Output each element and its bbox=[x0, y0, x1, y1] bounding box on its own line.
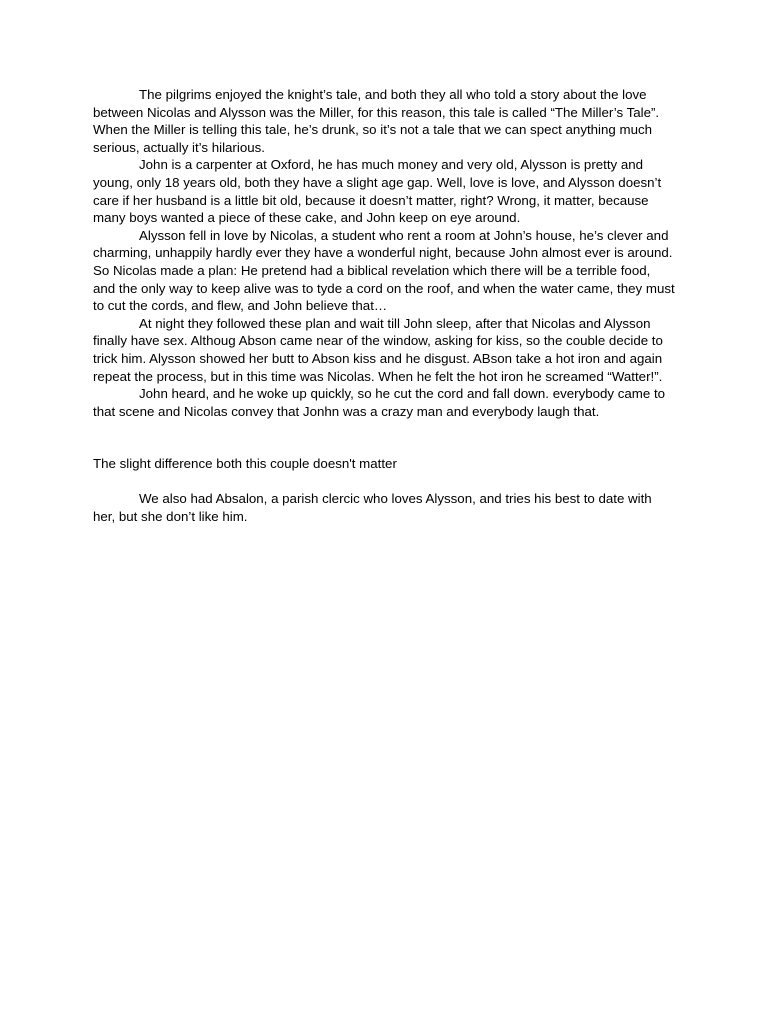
spacer bbox=[93, 420, 675, 455]
paragraph-5: John heard, and he woke up quickly, so he cut the cord and fall down. everybody came to that scene and Nicolas convey that Jonhn was a crazy man and everybody laugh that. bbox=[93, 386, 666, 419]
paragraph-6: We also had Absalon, a parish clercic who loves Alysson, and tries his best to date with her, but she don’t like him. bbox=[93, 491, 652, 525]
document-page bbox=[93, 86, 675, 526]
paragraph-1: The pilgrims enjoyed the knight’s tale, and both they all who told a story about the love between Nicolas and Alysson was the Miller, for this reason, this tale is called “The Miller’s Tale”. When the Miller is telling this tale, he’s drunk, so it’s not a tale that we can spect anything much serious, actually it’s hilarious. bbox=[93, 87, 660, 155]
paragraph-2: John is a carpenter at Oxford, he has much money and very old, Alysson is pretty and young, only 18 years old, both they have a slight age gap. Well, love is love, and Alysson doesn’t care if her husband is a little bit old, because it doesn’t matter, right? Wrong, it matter, because many boys wanted a piece of these cake, and John keep on eye around. bbox=[93, 157, 662, 226]
note-line: The slight difference both this couple doesn't matter bbox=[93, 456, 397, 472]
spacer bbox=[93, 473, 675, 491]
paragraph-4: At night they followed these plan and wait till John sleep, after that Nicolas and Alysson finally have sex. Althoug Abson came near of the window, asking for kiss, so the couble decide to trick him. Alysson showed her butt to Abson kiss and he disgust. ABson take a hot iron and again repeat the process, but in this time was Nicolas. When he felt the hot iron he screamed “Watter!”. bbox=[93, 315, 663, 384]
paragraph-3: Alysson fell in love by Nicolas, a student who rent a room at John’s house, he’s clever and charming, unhappily hardly ever they have a wonderful night, because John almost ever is around. So Nicolas made a plan: He pretend had a biblical revelation which there will be a terrible food, and the only way to keep alive was to tyde a cord on the roof, and when the water came, they must to cut the cords, and flew, and John believe that… bbox=[93, 227, 675, 314]
